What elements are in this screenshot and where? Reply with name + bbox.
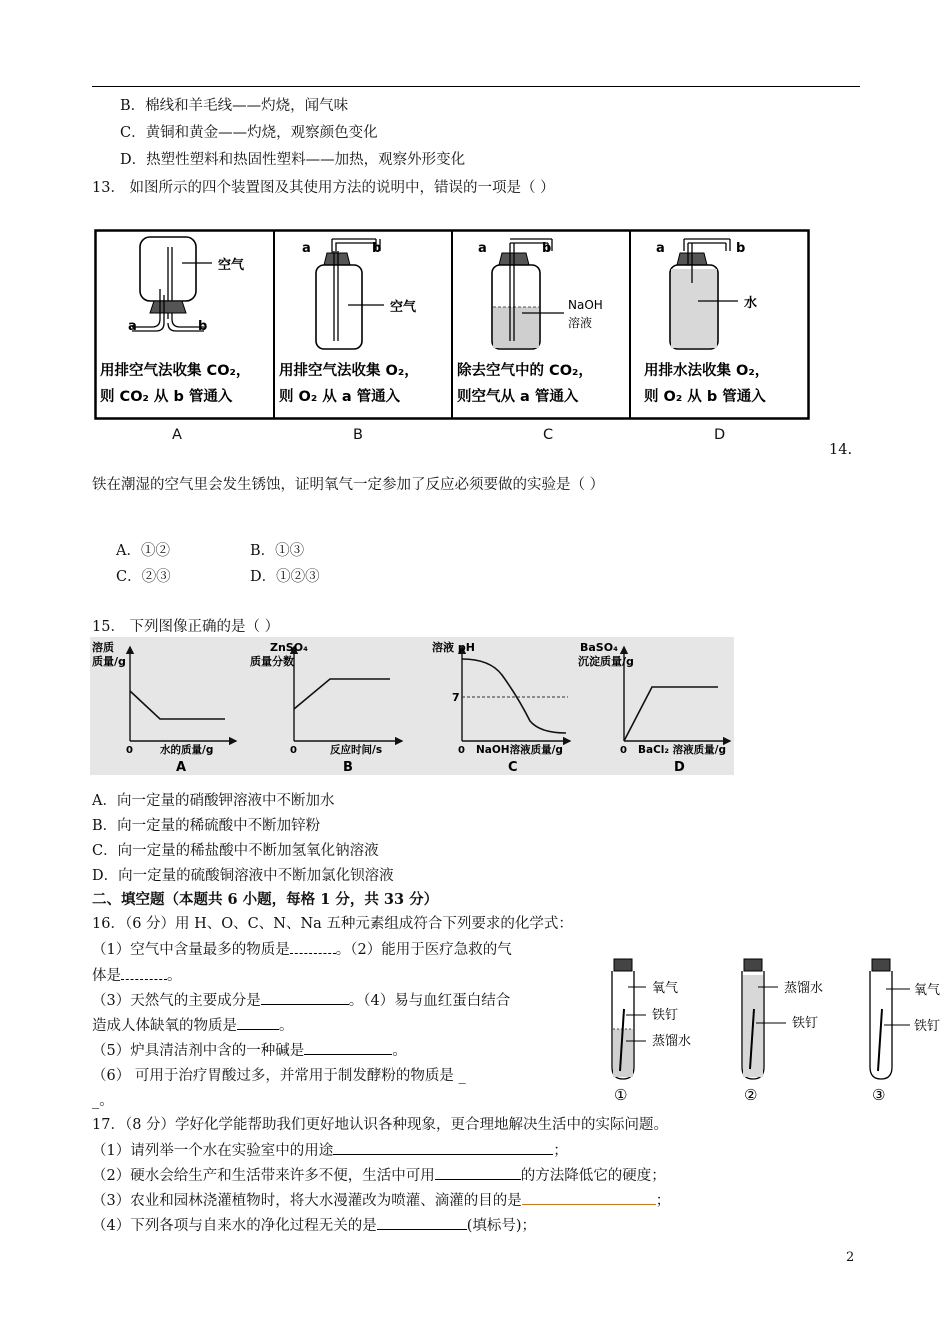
graph-c-letter: C bbox=[508, 760, 518, 775]
q14-option-c: C．②③ bbox=[116, 569, 171, 585]
q17-3-text: （3）农业和园林浇灌植物时，将大水漫灌改为喷灌、滴灌的目的是 bbox=[92, 1193, 522, 1209]
q16-line-1 bbox=[92, 939, 512, 960]
q16-5-end: 。 bbox=[392, 1043, 407, 1059]
tube-3-label-1: 氧气 bbox=[914, 983, 941, 998]
q15-option-a: A．向一定量的硝酸钾溶液中不断加水 bbox=[92, 793, 335, 809]
q17-blank-3[interactable] bbox=[522, 1190, 656, 1205]
q15-stem: 15． 下列图像正确的是（ ） bbox=[92, 619, 280, 635]
panel-d-caption-2: 则 O₂ 从 b 管通入 bbox=[644, 389, 766, 405]
q17-blank-4[interactable] bbox=[377, 1215, 467, 1230]
q16-line-2 bbox=[92, 965, 182, 986]
tube-1 bbox=[612, 959, 646, 1079]
panel-c-tube-b: b bbox=[542, 241, 552, 256]
q13-letter-c: C bbox=[543, 427, 554, 443]
page-number: 2 bbox=[846, 1250, 855, 1265]
graph-a-ylabel-2: 质量/g bbox=[92, 655, 126, 668]
q14-option-a: A．①② bbox=[116, 543, 170, 559]
q17-line-4 bbox=[92, 1215, 536, 1236]
graph-c bbox=[462, 647, 570, 741]
graph-d-letter: D bbox=[674, 760, 685, 775]
q17-line-2 bbox=[92, 1165, 666, 1186]
panel-b-tube-a: a bbox=[302, 241, 311, 256]
q14-option-d: D．①②③ bbox=[250, 569, 320, 585]
q13-letter-b: B bbox=[353, 427, 363, 443]
panel-c-bottle bbox=[492, 239, 564, 349]
q16-blank-2[interactable] bbox=[121, 965, 167, 980]
graph-b-xlabel: 反应时间/s bbox=[330, 744, 383, 756]
q16-line-5 bbox=[92, 1040, 407, 1061]
q16-4-text-cont: 造成人体缺氧的物质是 bbox=[92, 1018, 237, 1034]
q12-option-b: B．棉线和羊毛线——灼烧，闻气味 bbox=[120, 98, 349, 114]
test-tubes-figure bbox=[590, 955, 950, 1105]
q16-1-text: （1）空气中含量最多的物质是 bbox=[92, 942, 290, 958]
graph-c-origin: 0 bbox=[458, 745, 465, 756]
graph-c-tick-7: 7 bbox=[452, 691, 460, 704]
panel-b-tube-b: b bbox=[372, 241, 382, 256]
graph-d-origin: 0 bbox=[620, 745, 627, 756]
q16-4-text: 。（4）易与血红蛋白结合 bbox=[348, 993, 511, 1009]
q17-1-text: （1）请列举一个水在实验室中的用途 bbox=[92, 1143, 334, 1159]
q17-4-text: （4）下列各项与自来水的净化过程无关的是 bbox=[92, 1218, 377, 1234]
graph-b bbox=[294, 647, 402, 741]
q17-1-end: ； bbox=[553, 1143, 568, 1159]
panel-a-tube-b: b bbox=[198, 319, 208, 334]
tube-1-number: ① bbox=[614, 1086, 628, 1104]
q17-4-end: (填标号)； bbox=[466, 1218, 537, 1234]
panel-d-label: 水 bbox=[744, 296, 758, 311]
graph-a bbox=[130, 647, 236, 741]
q16-line-6: （6） 可用于治疗胃酸过多，并常用于制发酵粉的物质是 _ bbox=[92, 1068, 466, 1084]
q16-5-text: （5）炉具清洁剂中含的一种碱是 bbox=[92, 1043, 305, 1059]
section-2-heading: 二、填空题（本题共 6 小题，每格 1 分，共 33 分） bbox=[92, 891, 439, 908]
graph-b-letter: B bbox=[343, 760, 353, 775]
q16-4-end: 。 bbox=[279, 1018, 294, 1034]
q14-stem: 铁在潮湿的空气里会发生锈蚀，证明氧气一定参加了反应必须要做的实验是（ ） bbox=[92, 477, 605, 493]
panel-c-caption-2: 则空气从 a 管通入 bbox=[457, 389, 579, 405]
graph-d-xlabel: BaCl₂ 溶液质量/g bbox=[638, 744, 726, 756]
q16-blank-1[interactable] bbox=[290, 939, 336, 954]
test-tubes-svg bbox=[590, 955, 950, 1105]
q13-figure bbox=[94, 229, 810, 420]
tube-2-number: ② bbox=[744, 1086, 758, 1104]
q15-option-c: C．向一定量的稀盐酸中不断加氢氧化钠溶液 bbox=[92, 843, 379, 859]
q15-graphs-svg bbox=[90, 637, 734, 775]
header-rule bbox=[92, 86, 860, 87]
q13-letter-d: D bbox=[714, 427, 726, 443]
tube-1-label-3: 蒸馏水 bbox=[652, 1034, 692, 1049]
q14-number: 14. bbox=[829, 442, 853, 458]
tube-1-label-1: 氧气 bbox=[652, 981, 679, 996]
panel-d-tube-a: a bbox=[656, 241, 665, 256]
q12-option-c: C．黄铜和黄金——灼烧，观察颜色变化 bbox=[120, 125, 378, 141]
panel-b-caption-2: 则 O₂ 从 a 管通入 bbox=[279, 389, 401, 405]
graph-b-ylabel-1: ZnSO₄ bbox=[270, 641, 308, 654]
graph-b-ylabel-2: 质量分数 bbox=[250, 655, 294, 668]
q16-line-4 bbox=[92, 1015, 294, 1036]
panel-c-label2: 溶液 bbox=[568, 316, 593, 330]
graph-c-ylabel-1: 溶液 pH bbox=[432, 641, 475, 654]
tube-2-label-1: 蒸馏水 bbox=[784, 981, 824, 996]
q12-option-d: D．热塑性塑料和热固性塑料——加热，观察外形变化 bbox=[120, 152, 466, 168]
graph-d bbox=[624, 647, 730, 741]
q16-2-text: 。（2）能用于医疗急救的气 bbox=[335, 942, 512, 958]
tube-3-number: ③ bbox=[872, 1086, 886, 1104]
graph-a-origin: 0 bbox=[126, 745, 133, 756]
panel-c-label: NaOH bbox=[568, 298, 603, 312]
q17-blank-2[interactable] bbox=[435, 1165, 521, 1180]
graph-d-ylabel-1: BaSO₄ bbox=[580, 641, 618, 654]
graph-c-xlabel: NaOH溶液质量/g bbox=[476, 744, 563, 756]
tube-3-label-2: 铁钉 bbox=[914, 1019, 941, 1034]
q15-option-d: D．向一定量的硫酸铜溶液中不断加氯化钡溶液 bbox=[92, 868, 394, 884]
panel-d-bottle bbox=[670, 239, 738, 349]
tube-2-label-2: 铁钉 bbox=[792, 1016, 819, 1031]
q17-line-3 bbox=[92, 1190, 670, 1211]
q15-option-b: B．向一定量的稀硫酸中不断加锌粉 bbox=[92, 818, 321, 834]
graph-a-ylabel-1: 溶质 bbox=[92, 641, 114, 654]
q13-apparatus-svg bbox=[94, 229, 810, 420]
graph-a-xlabel: 水的质量/g bbox=[160, 744, 214, 756]
q16-blank-3[interactable] bbox=[261, 990, 349, 1005]
q16-stem: 16．（6 分）用 H、O、C、N、Na 五种元素组成符合下列要求的化学式： bbox=[92, 916, 573, 932]
q17-blank-1[interactable] bbox=[333, 1140, 553, 1155]
q16-2-end: 。 bbox=[167, 968, 182, 984]
q17-2-end: 的方法降低它的硬度； bbox=[520, 1168, 666, 1184]
panel-d-tube-b: b bbox=[736, 241, 746, 256]
q17-3-end: ； bbox=[655, 1193, 671, 1209]
q16-3-text: （3）天然气的主要成分是 bbox=[92, 993, 261, 1009]
tube-1-label-2: 铁钉 bbox=[652, 1008, 679, 1023]
q16-line-3 bbox=[92, 990, 510, 1011]
panel-a-tube-a: a bbox=[128, 319, 137, 334]
panel-c-caption-1: 除去空气中的 CO₂， bbox=[457, 363, 593, 379]
q17-stem: 17．（8 分）学好化学能帮助我们更好地认识各种现象，更合理地解决生活中的实际问题。 bbox=[92, 1117, 669, 1133]
q16-line-7: _。 bbox=[92, 1093, 114, 1109]
panel-d-caption-1: 用排水法收集 O₂， bbox=[644, 363, 770, 379]
panel-a-caption-1: 用排空气法收集 CO₂， bbox=[100, 363, 251, 379]
panel-c-tube-a: a bbox=[478, 241, 487, 256]
q13-stem: 13． 如图所示的四个装置图及其使用方法的说明中，错误的一项是（ ） bbox=[92, 180, 555, 196]
panel-b-caption-1: 用排空气法收集 O₂， bbox=[279, 363, 419, 379]
tube-2 bbox=[742, 959, 786, 1079]
q16-blank-5[interactable] bbox=[304, 1040, 392, 1055]
panel-a-label: 空气 bbox=[218, 258, 245, 273]
tube-3 bbox=[870, 959, 910, 1079]
q16-blank-4[interactable] bbox=[237, 1015, 279, 1030]
graph-d-ylabel-2: 沉淀质量/g bbox=[578, 655, 634, 668]
q14-option-b: B．①③ bbox=[250, 543, 305, 559]
q17-line-1 bbox=[92, 1140, 568, 1161]
q17-2-text: （2）硬水会给生产和生活带来许多不便，生活中可用 bbox=[92, 1168, 435, 1184]
q13-letter-a: A bbox=[172, 427, 182, 443]
q15-graphs bbox=[90, 637, 734, 775]
panel-a-bottle bbox=[132, 237, 212, 331]
q16-2-text-cont: 体是 bbox=[92, 968, 121, 984]
panel-a-caption-2: 则 CO₂ 从 b 管通入 bbox=[100, 389, 233, 405]
graph-b-origin: 0 bbox=[290, 745, 297, 756]
graph-a-letter: A bbox=[176, 760, 187, 775]
panel-b-label: 空气 bbox=[390, 300, 417, 315]
